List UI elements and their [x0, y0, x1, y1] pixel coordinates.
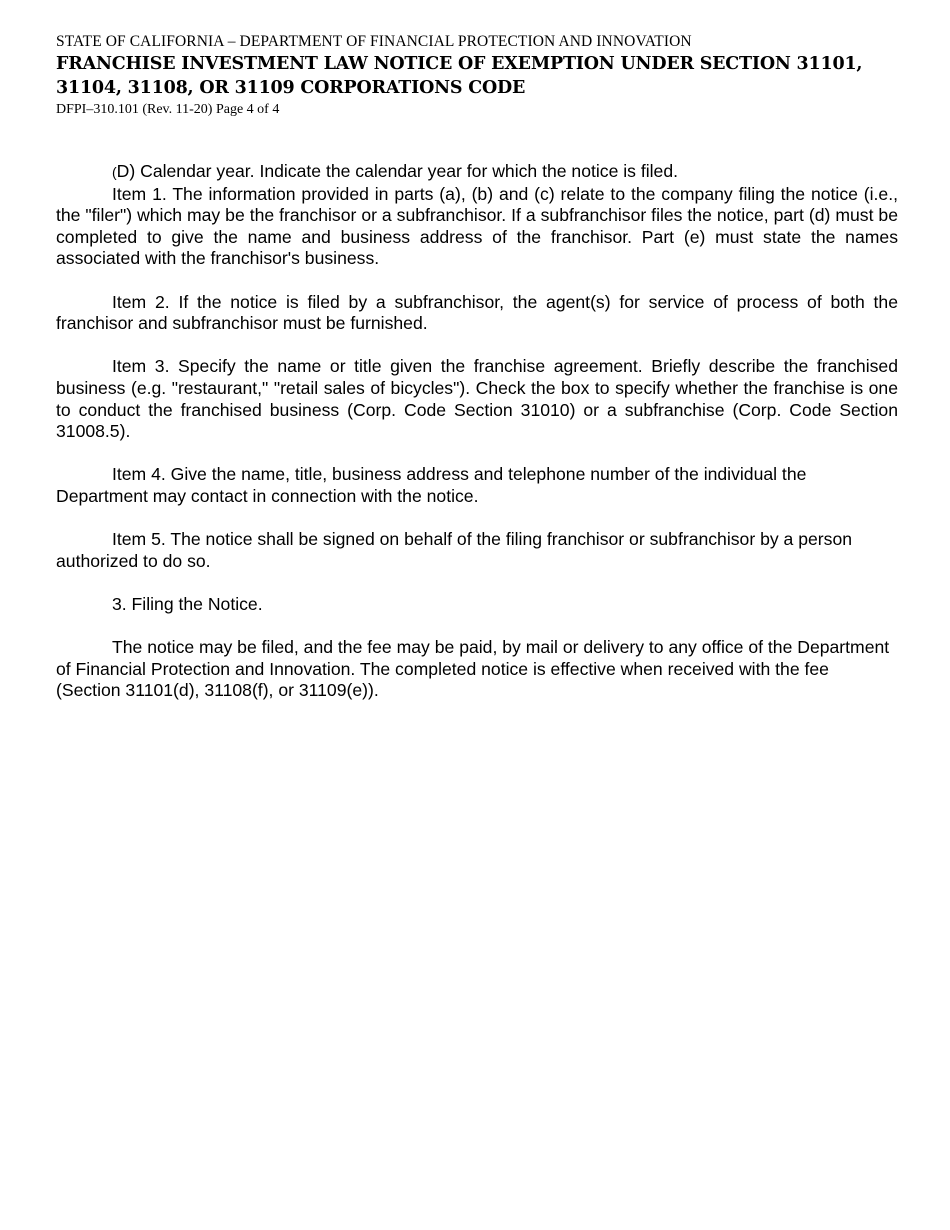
- item-5-paragraph: Item 5. The notice shall be signed on behalf of the filing franchisor or subfranchisor by a person authorized to do so.: [56, 529, 853, 571]
- calendar-year-paren: (: [112, 164, 117, 180]
- paragraph-spacer: [56, 443, 898, 465]
- form-identifier: DFPI–310.101 (Rev. 11-20) Page 4 of 4: [56, 102, 280, 117]
- paragraph-spacer: [56, 270, 898, 292]
- instructions-body: [56, 161, 898, 702]
- section-3-heading: 3. Filing the Notice.: [112, 593, 263, 614]
- calendar-year-paragraph: [56, 161, 898, 184]
- item-4-paragraph: Item 4. Give the name, title, business address and telephone number of the individual the Department may contact in connection with the notice.: [56, 464, 807, 506]
- paragraph-spacer: [56, 335, 898, 357]
- paragraph-spacer: [56, 572, 898, 594]
- item-2-paragraph: Item 2. If the notice is filed by a subfranchisor, the agent(s) for service of process of both the franchisor and subfranchisor must be furnished.: [56, 291, 898, 334]
- form-title: FRANCHISE INVESTMENT LAW NOTICE OF EXEMPTION UNDER SECTION 31101, 31104, 31108, OR 31109 CORPORATIONS CODE: [56, 54, 863, 98]
- item-3-paragraph: Item 3. Specify the name or title given the franchise agreement. Briefly describe the franchised business (e.g. "restaurant," "retail sales of bicycles"). Check the box to specify whether the franchise is one to conduct the franchised business (Corp. Code Section 31010) or a subfranchise (Corp. Code Section 31008.5).: [56, 356, 898, 442]
- calendar-year-text: D) Calendar year. Indicate the calendar year for which the notice is filed.: [116, 161, 679, 181]
- form-header: [56, 32, 898, 119]
- paragraph-spacer: [56, 508, 898, 530]
- section-3-paragraph: The notice may be filed, and the fee may be paid, by mail or delivery to any office of the Department of Financial Protection and Innovation. The completed notice is effective when received with the fee (Section 31101(d), 31108(f), or 31109(e)).: [56, 637, 890, 701]
- item-1-paragraph: Item 1. The information provided in parts (a), (b) and (c) relate to the company filing the notice (i.e., the "filer") which may be the franchisor or a subfranchisor. If a subfranchisor files the notice, part (d) must be completed to give the name and business address of the franchisor. Part (e) must state the names associated with the franchisor's business.: [56, 183, 898, 269]
- paragraph-spacer: [56, 615, 898, 637]
- agency-line: STATE OF CALIFORNIA – DEPARTMENT OF FINANCIAL PROTECTION AND INNOVATION: [56, 33, 692, 50]
